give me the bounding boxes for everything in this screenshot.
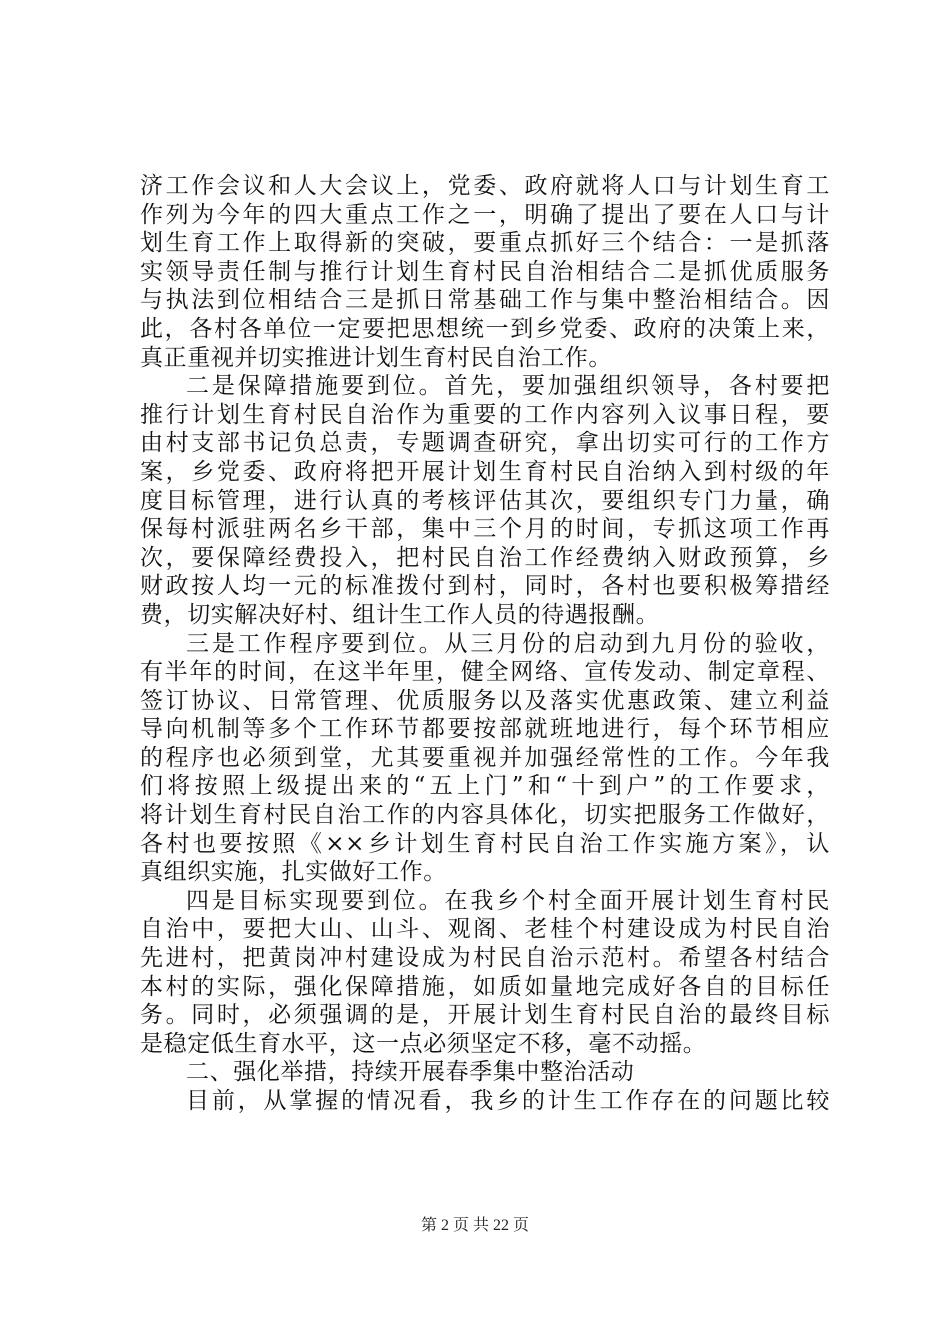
body-line: 与执法到位相结合三是抓日常基础工作与集中整治相结合。因: [140, 287, 830, 314]
body-line: 费，切实解决好村、组计生工作人员的待遇报酬。: [140, 601, 660, 628]
body-line: 案，乡党委、政府将把开展计划生育村民自治纳入到村级的年: [140, 458, 830, 485]
body-line: 四是目标实现要到位。在我乡个村全面开展计划生育村民: [186, 887, 830, 914]
body-line: 保每村派驻两名乡干部，集中三个月的时间，专抓这项工作再: [140, 516, 830, 543]
body-line: 作列为今年的四大重点工作之一，明确了提出了要在人口与计: [140, 201, 830, 228]
page-number-footer: 第 2 页 共 22 页: [420, 1217, 529, 1234]
section-heading: 二、强化举措，持续开展春季集中整治活动: [186, 1059, 635, 1086]
document-body: [140, 172, 830, 1116]
body-line: 有半年的时间，在这半年里，健全网络、宣传发动、制定章程、: [140, 659, 830, 686]
body-line: 济工作会议和人大会议上，党委、政府就将人口与计划生育工: [140, 173, 830, 199]
body-line: 先进村，把黄岗冲村建设成为村民自治示范村。希望各村结合: [140, 945, 830, 972]
body-line: 真组织实施，扎实做好工作。: [140, 859, 447, 886]
body-line: 推行计划生育村民自治作为重要的工作内容列入议事日程，要: [140, 401, 830, 428]
body-line: 真正重视并切实推进计划生育村民自治工作。: [140, 344, 612, 371]
body-line: 此，各村各单位一定要把思想统一到乡党委、政府的决策上来，: [140, 315, 830, 342]
body-text: [140, 172, 830, 1058]
body-line: 目前，从掌握的情况看，我乡的计生工作存在的问题比较: [186, 1088, 830, 1114]
body-line: 是稳定低生育水平，这一点必须坚定不移，毫不动摇。: [140, 1030, 707, 1057]
body-line: 们将按照上级提出来的“五上门”和“十到户”的工作要求，: [140, 773, 830, 800]
body-line: 的程序也必须到堂，尤其要重视并加强经常性的工作。今年我: [140, 744, 830, 771]
body-line: 签订协议、日常管理、优质服务以及落实优惠政策、建立利益: [140, 687, 830, 714]
body-line: 三是工作程序要到位。从三月份的启动到九月份的验收，: [186, 630, 830, 657]
body-line: 划生育工作上取得新的突破，要重点抓好三个结合：一是抓落: [140, 230, 830, 257]
body-line: 二是保障措施要到位。首先，要加强组织领导，各村要把: [186, 373, 830, 400]
body-line: 由村支部书记负总责，专题调查研究，拿出切实可行的工作方: [140, 430, 830, 457]
body-line: 本村的实际，强化保障措施，如质如量地完成好各自的目标任: [140, 973, 830, 1000]
body-line: 务。同时，必须强调的是，开展计划生育村民自治的最终目标: [140, 1002, 830, 1029]
body-line: 次，要保障经费投入，把村民自治工作经费纳入财政预算，乡: [140, 544, 830, 571]
body-line: 导向机制等多个工作环节都要按部就班地进行，每个环节相应: [140, 716, 830, 743]
body-line: 实领导责任制与推行计划生育村民自治相结合二是抓优质服务: [140, 258, 830, 285]
body-line: 度目标管理，进行认真的考核评估其次，要组织专门力量，确: [140, 487, 830, 514]
body-line: 将计划生育村民自治工作的内容具体化，切实把服务工作做好，: [140, 802, 830, 829]
body-line: 自治中，要把大山、山斗、观阁、老桂个村建设成为村民自治: [140, 916, 830, 943]
body-line: 各村也要按照《××乡计划生育村民自治工作实施方案》，认: [140, 830, 830, 857]
body-line: 财政按人均一元的标准拨付到村，同时，各村也要积极筹措经: [140, 573, 830, 600]
